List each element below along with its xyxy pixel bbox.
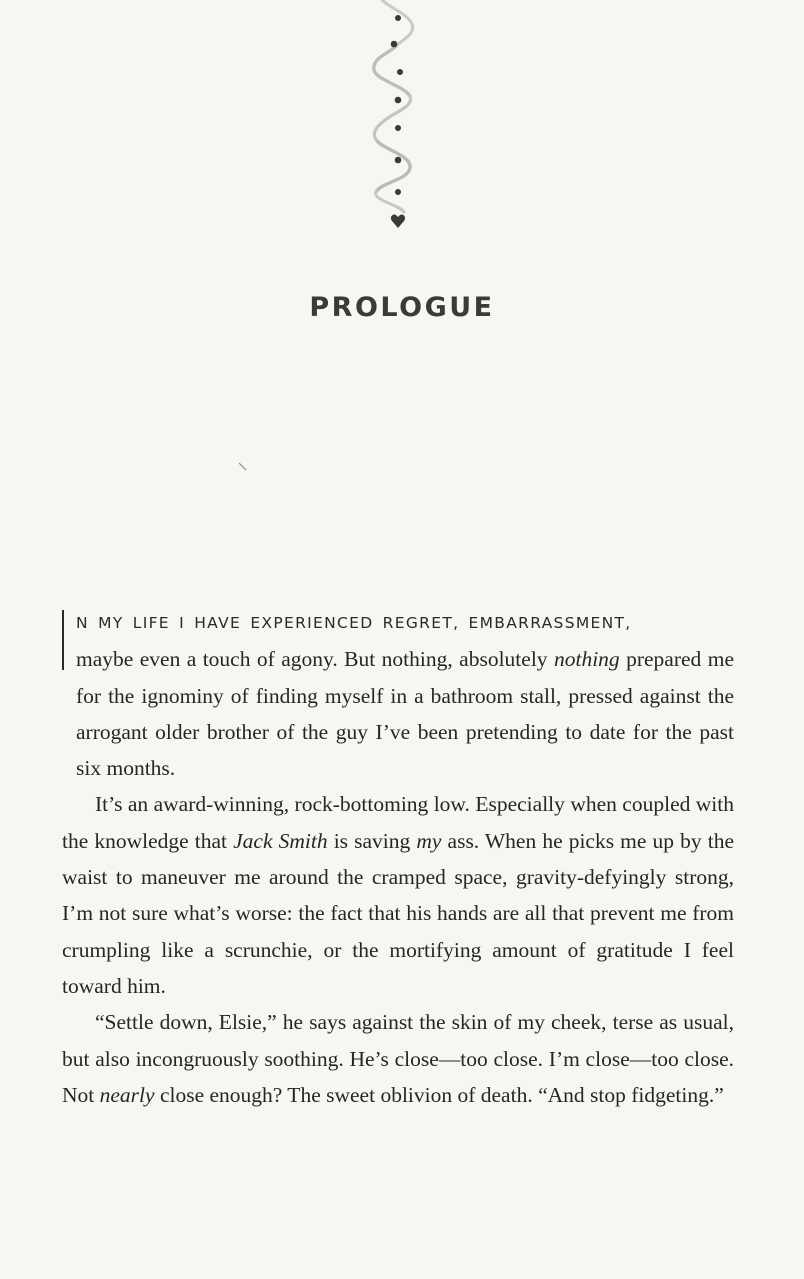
paragraph-2 bbox=[62, 786, 734, 1004]
paragraph-1-text-a: maybe even a touch of agony. But nothing, absolutely bbox=[76, 647, 554, 672]
opening-small-caps: N MY LIFE I HAVE EXPERIENCED REGRET, EMBARRASSMENT, bbox=[76, 614, 632, 632]
drop-cap-I bbox=[62, 610, 64, 670]
prologue-body bbox=[62, 603, 734, 1113]
paragraph-3-text-a: “Settle down, Elsie,” he says against the skin of my cheek, terse as usual, but also incongruously soothing. He’s close—too close. I’m close—too close. Not bbox=[62, 1010, 734, 1107]
paragraph-2-emphasis-my: my bbox=[416, 828, 442, 853]
paragraph-3-emphasis: nearly bbox=[99, 1082, 155, 1107]
paragraph-2-text-c: is saving bbox=[327, 828, 417, 853]
vine-ornament-icon bbox=[352, 0, 432, 232]
stray-mark bbox=[238, 462, 248, 472]
paragraph-2-text-a: It’s an award-winning, rock-bottoming low. Especially when coupled with the knowledge that bbox=[62, 792, 734, 853]
paragraph-3 bbox=[62, 1004, 734, 1113]
paragraph-1-emphasis: nothing bbox=[553, 647, 620, 672]
paragraph-2-text-e: ass. When he picks me up by the waist to maneuver me around the cramped space, gravity-defyingly strong, I’m not sure what’s worse: the fact that his hands are all that prevent me from crumpling like a scrunchie, or the mortifying amount of gratitude I feel toward him. bbox=[62, 828, 735, 998]
paragraph-2-emphasis-name: Jack Smith bbox=[233, 828, 328, 853]
paragraph-1 bbox=[62, 603, 734, 786]
chapter-title: PROLOGUE bbox=[309, 292, 495, 323]
paragraph-3-text-c: close enough? The sweet oblivion of death. “And stop fidgeting.” bbox=[154, 1082, 724, 1107]
paragraph-1-text-c: prepared me for the ignominy of finding myself in a bathroom stall, pressed against the arrogant older brother of the guy I’ve been pretending to date for the past six months. bbox=[76, 647, 734, 781]
